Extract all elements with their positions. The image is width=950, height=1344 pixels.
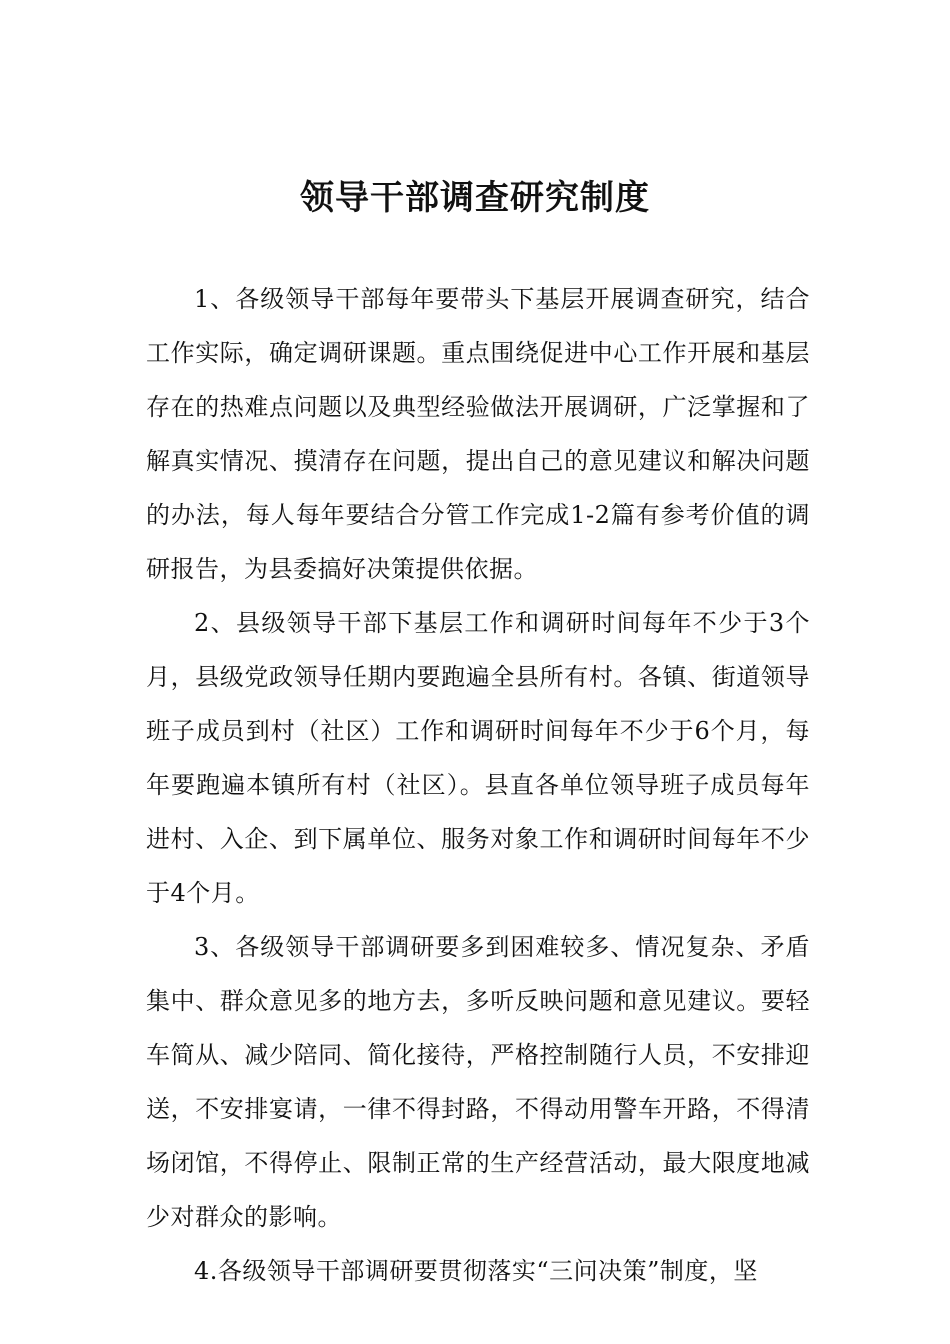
paragraph-1: 1、各级领导干部每年要带头下基层开展调查研究，结合工作实际，确定调研课题。重点围绕促进中心工作开展和基层存在的热难点问题以及典型经验做法开展调研，广泛掌握和了解真实情况、摸清存在问题，提出自己的意见建议和解决问题的办法，每人每年要结合分管工作完成1-2篇有参考价值的调研报告，为县委搞好决策提供依据。 (146, 285, 810, 583)
document-title: 领导干部调查研究制度 (300, 178, 650, 218)
paragraph-4: 4.各级领导干部调研要贯彻落实“三问决策”制度，坚 (194, 1257, 758, 1285)
document-body (146, 272, 810, 1298)
paragraph-3: 3、各级领导干部调研要多到困难较多、情况复杂、矛盾集中、群众意见多的地方去，多听反映问题和意见建议。要轻车简从、减少陪同、简化接待，严格控制随行人员，不安排迎送，不安排宴请，一律不得封路，不得动用警车开路，不得清场闭馆，不得停止、限制正常的生产经营活动，最大限度地减少对群众的影响。 (146, 933, 810, 1231)
paragraph-2: 2、县级领导干部下基层工作和调研时间每年不少于3个月，县级党政领导任期内要跑遍全县所有村。各镇、街道领导班子成员到村（社区）工作和调研时间每年不少于6个月，每年要跑遍本镇所有村（社区）。县直各单位领导班子成员每年进村、入企、到下属单位、服务对象工作和调研时间每年不少于4个月。 (146, 609, 810, 907)
